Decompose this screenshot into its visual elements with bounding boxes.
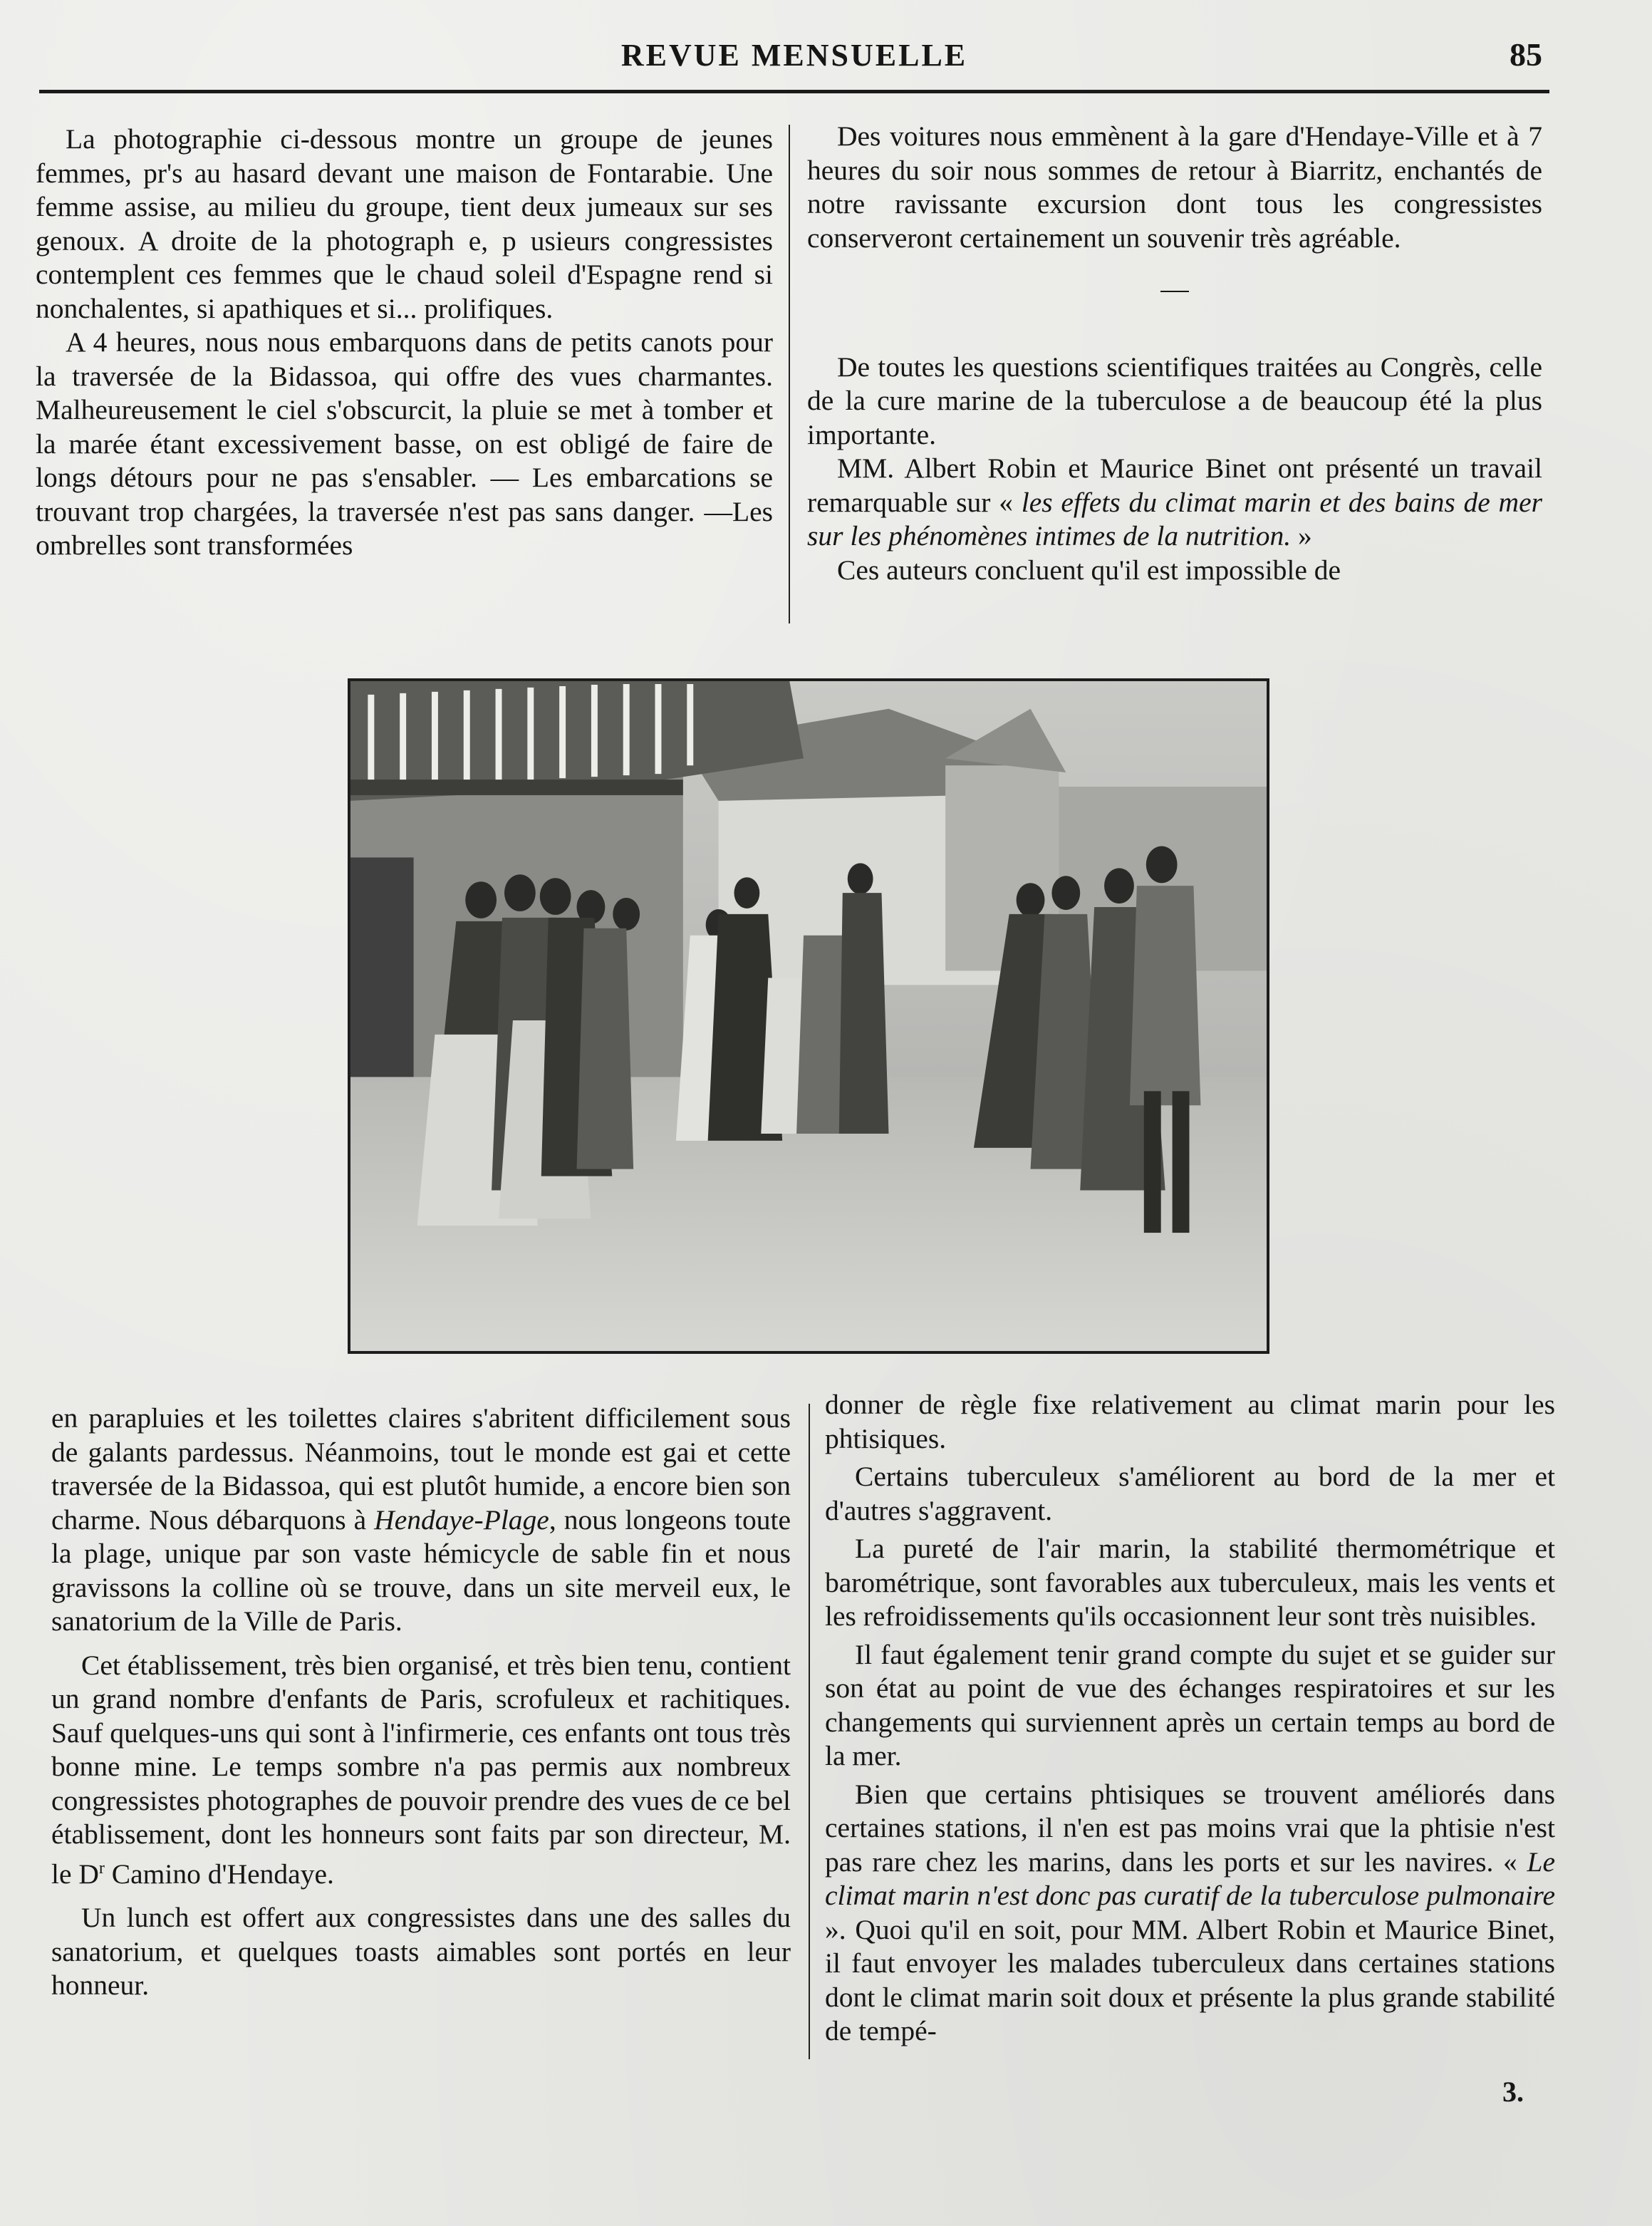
bottom-left-column [51,1402,791,2003]
paragraph [51,1402,791,1639]
paragraph: De toutes les questions scientifiques traitées au Congrès, celle de la cure marine de la tuberculose a de beaucoup été la plus importante. [807,351,1542,450]
paragraph: Ces auteurs concluent qu'il est impossible de [837,554,1341,586]
page-header [39,36,1549,100]
text-run: Camino d'Hendaye. [104,1858,334,1890]
text-run: » [1291,520,1312,552]
paragraph [51,1649,791,1892]
text-run: Cet établissement, très bien organisé, et très bien tenu, contient un grand nombre d'enfants de Paris, scrofuleux et rachitiques. Sauf quelques-uns qui sont à l'infirmerie, ces enfants ont tous très bonne mine. Le temps sombre n'a pas permis aux nombreux congressistes photographes de pouvoir prendre des vues de ce bel établissement, dont les honneurs sont faits par son directeur, M. le D [51,1649,791,1890]
text-run: en parapluies et les toilettes claires s'abritent difficilement sous de galants pardessus. Néanmoins, tout le monde est gai et cette traversée de la Bidassoa, qui est plutôt humide, a encore bien son charme. Nous débarquons à [51,1402,791,1536]
paragraph [825,1778,1555,2049]
paragraph: donner de règle fixe relativement au climat marin pour les phtisiques. [825,1389,1555,1454]
paragraph: Il faut également tenir grand compte du sujet et se guider sur son état au point de vue des échanges respiratoires et sur les changements qui surviennent après un certain temps au bord de la mer. [825,1638,1555,1771]
header-rule [39,90,1549,93]
paragraph [807,452,1542,554]
signature-mark: 3. [1502,2076,1524,2108]
text-run: , nous longeons toute la plage, unique par son vaste hémicycle de sable fin et nous gravissons la colline où se trouve, dans un site merveil eux, le sanatorium de la Ville de Paris. [51,1503,791,1637]
superscript: r [98,1858,105,1878]
italic-quote: Le climat marin n'est donc pas curatif de la tuberculose pulmonaire [825,1845,1555,1911]
paragraph: Certains tuberculeux s'améliorent au bord de la mer et d'autres s'aggravent. [825,1461,1555,1526]
photograph-group-icon [350,680,1267,1352]
paragraph: Un lunch est offert aux congressistes dans une des salles du sanatorium, et quelques toasts aimables sont portés en leur honneur. [51,1902,791,2002]
text-run: ». Quoi qu'il en soit, pour MM. Albert Robin et Maurice Binet, il faut envoyer les malades tuberculeux dans certaines stations dont le climat marin soit doux et présente la plus grande stabilité de tempé- [825,1913,1555,2046]
bottom-right-column [825,1388,1555,2049]
top-right-column [807,120,1542,587]
text-run: MM. Albert Robin et Maurice Binet ont présenté un travail remarquable sur « [807,452,1542,518]
paragraph: Des voitures nous emmènent à la gare d'Hendaye-Ville et à 7 heures du soir nous sommes de retour à Biarritz, enchantés de notre ravissante excursion dont tous les congressistes conserveront certainement un souvenir très agréable. [807,120,1542,254]
paragraph: A 4 heures, nous nous embarquons dans de petits canots pour la traversée de la Bidassoa, qui offre des vues charmantes. Malheureusement le ciel s'obscurcit, la pluie se met à tomber et la marée étant excessivement basse, on est obligé de faire de longs détours pour ne pas s'ensabler. — Les embarcations se trouvant trop chargées, la traversée n'est pas sans danger. —Les ombrelles sont transformées [36,326,773,561]
page-number: 85 [1510,36,1542,73]
italic-title: les effets du climat marin et des bains de mer sur les phénomènes intimes de la nutrition. [807,486,1542,552]
paragraph: La photographie ci-dessous montre un groupe de jeunes femmes, pr's au hasard devant une maison de Fontarabie. Une femme assise, au milieu du groupe, tient deux jumeaux sur ses genoux. A droite de la photograph e, p usieurs congressistes contemplent ces femmes que le chaud soleil d'Espagne rend si nonchalentes, si apathiques et si... prolifiques. [36,123,773,324]
text-run: Bien que certains phtisiques se trouvent améliorés dans certaines stations, il n'en est pas moins vrai que la phtisie n'est pas rare chez les marins, dans les ports et sur les navires. « [825,1778,1555,1878]
section-separator: — [1160,273,1189,304]
top-left-column [36,123,773,563]
italic-place: Hendaye-Plage [374,1503,549,1536]
paragraph: La pureté de l'air marin, la stabilité thermométrique et barométrique, sont favorables aux tuberculeux, mais les vents et les refroidissements qu'ils occasionnent leur sont très nuisibles. [825,1533,1555,1632]
column-rule-bottom [809,1404,810,2059]
running-title: REVUE MENSUELLE [620,38,968,73]
photograph [348,678,1269,1354]
column-rule-top [789,125,790,623]
